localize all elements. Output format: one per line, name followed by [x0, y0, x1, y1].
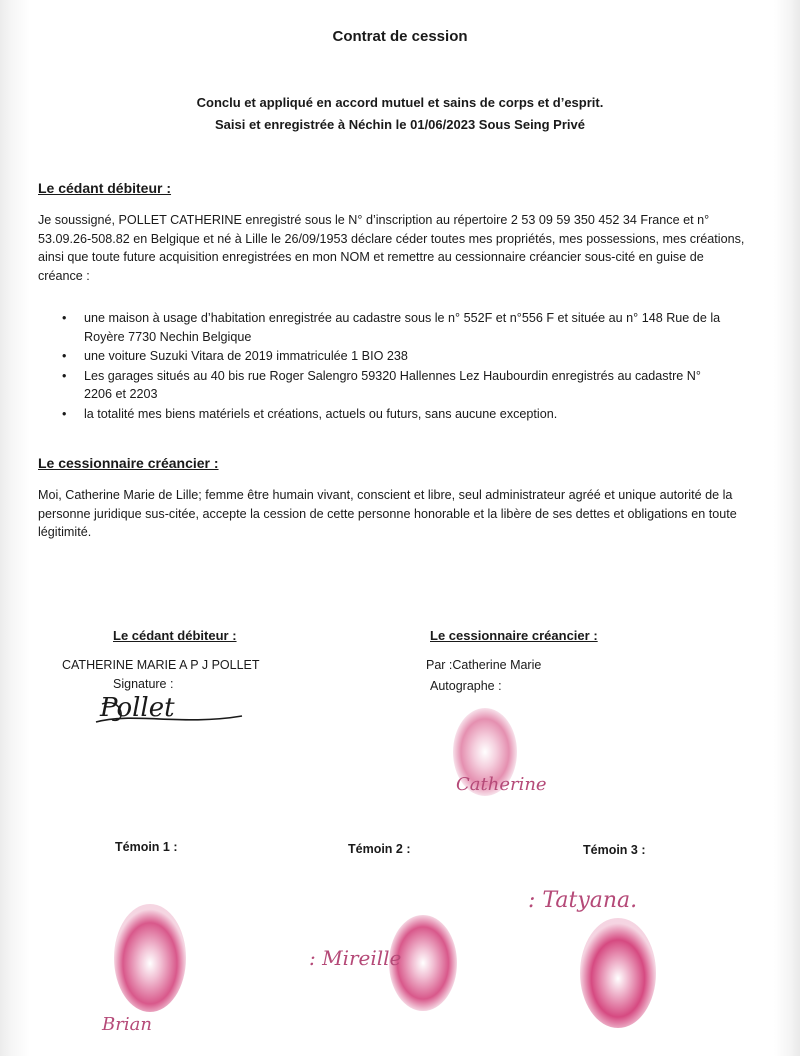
fingerprint-witness-3-icon — [528, 875, 708, 1035]
svg-text:: Tatyana.: : Tatyana. — [528, 888, 638, 913]
fingerprint-cessionnaire-icon — [440, 700, 590, 810]
svg-text:Brian: Brian — [102, 1014, 152, 1035]
signature-cessionnaire-name: Par :Catherine Marie — [426, 658, 542, 672]
asset-item: • une maison à usage d’habitation enregistrée au cadastre sous le n° 552F et n°556 F et située au n° 148 Rue de la Royère 7730 Nechin Belgique — [62, 309, 722, 346]
signature-cessionnaire-heading: Le cessionnaire créancier : — [430, 628, 598, 643]
witness-2-label: Témoin 2 : — [348, 842, 411, 856]
svg-text:Pollet: Pollet — [100, 693, 175, 723]
signature-cessionnaire-label: Autographe : — [430, 679, 502, 693]
scan-edge-left — [0, 0, 30, 1056]
handwritten-signature-cedant — [92, 682, 252, 732]
asset-item: • la totalité mes biens matériels et créations, actuels ou futurs, sans aucune exception. — [62, 405, 722, 424]
document-title: Contrat de cession — [332, 28, 468, 45]
svg-text:: Mireille: : Mireille — [309, 946, 402, 970]
signature-cedant-label: Signature : — [113, 677, 174, 691]
asset-item: • Les garages situés au 40 bis rue Roger Salengro 59320 Hallennes Lez Haubourdin enregistrés au cadastre N° 2206 et 2203 — [62, 367, 722, 404]
asset-item: • une voiture Suzuki Vitara de 2019 immatriculée 1 BIO 238 — [62, 347, 722, 366]
witness-1-label: Témoin 1 : — [115, 840, 178, 854]
cessionnaire-heading: Le cessionnaire créancier : — [38, 455, 219, 471]
assets-list — [62, 309, 722, 424]
witness-3-label: Témoin 3 : — [583, 843, 646, 857]
cedant-paragraph: Je soussigné, POLLET CATHERINE enregistré sous le N° d’inscription au répertoire 2 53 09 59 350 452 34 France et n° 53.09.26-508.82 en Belgique et né à Lille le 26/09/1953 déclare céder toutes mes propriétés, mes possessions, mes créations, ainsi que toute future acquisition enregistrées en mon NOM et remettre au cessionnaire créancier sous-cité en guise de créance : — [38, 213, 745, 283]
signature-cedant-name: CATHERINE MARIE A P J POLLET — [62, 658, 260, 672]
cedant-heading: Le cédant débiteur : — [38, 180, 172, 196]
document-subtitle-1: Conclu et appliqué en accord mutuel et sains de corps et d’esprit. — [196, 95, 604, 110]
fingerprint-witness-1-icon — [92, 890, 202, 1040]
svg-text:Catherine: Catherine — [456, 774, 547, 795]
cessionnaire-paragraph: Moi, Catherine Marie de Lille; femme être humain vivant, conscient et libre, seul administrateur agréé et unique autorité de la personne juridique sus-citée, accepte la cession de cette personne honorable et la libère de ses dettes et obligations en toute légitimité. — [38, 488, 737, 539]
document-subtitle-2: Saisi et enregistrée à Néchin le 01/06/2023 Sous Seing Privé — [215, 117, 585, 132]
fingerprint-witness-2-icon — [305, 905, 465, 1025]
signature-cedant-heading: Le cédant débiteur : — [113, 628, 237, 643]
scan-edge-right — [774, 0, 800, 1056]
